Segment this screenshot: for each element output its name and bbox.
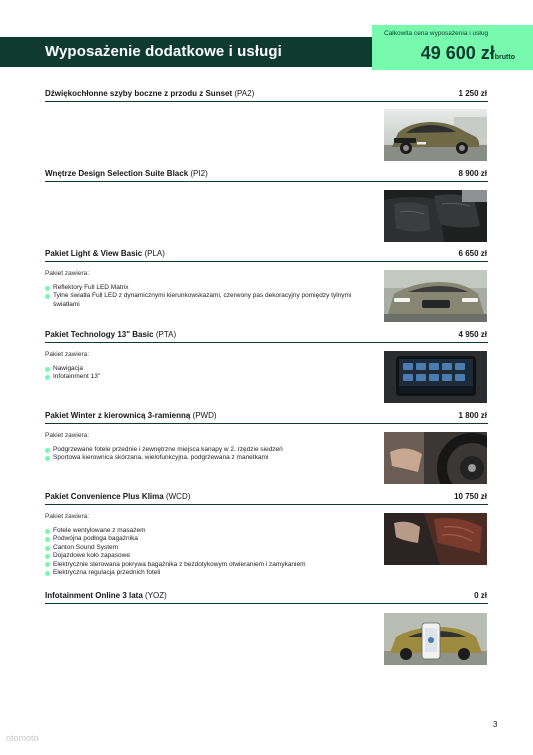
option-code: (PI2)	[190, 169, 208, 178]
feature-list	[45, 365, 375, 382]
option-name: Pakiet Convenience Plus Klima (WCD)	[45, 492, 191, 501]
bullet-icon	[45, 554, 50, 559]
list-item: Elektrycznie sterowana pokrywa bagażnika z bezdotykowym otwieraniem i zamykaniem	[45, 561, 375, 569]
option-code: (WCD)	[165, 492, 191, 501]
option-section-wcd	[45, 492, 488, 577]
option-name: Pakiet Technology 13" Basic (PTA)	[45, 330, 177, 339]
car-exterior-photo	[384, 109, 487, 161]
bullet-icon	[45, 529, 50, 534]
list-item: Reflektory Full LED Matrix	[45, 284, 375, 292]
list-item: Nawigacja	[45, 365, 375, 373]
option-price: 8 900 zł	[458, 169, 487, 178]
option-section-pla	[45, 249, 488, 308]
page-number: 3	[493, 720, 498, 729]
watermark: otomoto	[6, 733, 39, 743]
list-item: Sportowa kierownica skórzana, wielofunkcyjna, podgrzewana z manetkami	[45, 454, 375, 462]
bullet-icon	[45, 571, 50, 576]
list-item: Tylne światła Full LED z dynamicznymi kierunkowskazami, czerwony pas dekoracyjny pomiędzy tylnymi światłami	[45, 292, 375, 309]
option-price: 1 800 zł	[458, 411, 487, 420]
page-title: Wyposażenie dodatkowe i usługi	[45, 43, 282, 60]
option-code: (YOZ)	[145, 591, 167, 600]
option-name: Pakiet Winter z kierownicą 3-ramienną (PWD)	[45, 411, 217, 420]
option-code: (PLA)	[144, 249, 165, 258]
option-code: (PTA)	[155, 330, 177, 339]
bullet-icon	[45, 367, 50, 372]
bullet-icon	[45, 456, 50, 461]
option-section-yoz	[45, 591, 488, 604]
option-section-pa2	[45, 89, 488, 102]
bullet-icon	[45, 546, 50, 551]
option-header	[45, 89, 488, 102]
bullet-icon	[45, 375, 50, 380]
total-price-box	[372, 25, 533, 70]
option-header	[45, 169, 488, 182]
list-item: Podwójna podłoga bagażnika	[45, 535, 375, 543]
feature-list	[45, 446, 375, 463]
feature-list	[45, 284, 375, 309]
option-code: (PWD)	[192, 411, 217, 420]
list-item: Fotele wentylowane z masażem	[45, 527, 375, 535]
list-item: Infotainment 13"	[45, 373, 375, 381]
car-with-phone-photo	[384, 613, 487, 665]
option-header	[45, 249, 488, 262]
option-name: Pakiet Light & View Basic (PLA)	[45, 249, 165, 258]
option-price: 1 250 zł	[458, 89, 487, 98]
option-header	[45, 492, 488, 505]
option-price: 6 650 zł	[458, 249, 487, 258]
bullet-icon	[45, 448, 50, 453]
bullet-icon	[45, 294, 50, 299]
package-contents-label: Pakiet zawiera:	[45, 432, 90, 439]
bullet-icon	[45, 537, 50, 542]
option-section-pwd	[45, 411, 488, 462]
infotainment-screen-photo	[384, 351, 487, 403]
black-interior-photo	[384, 190, 487, 242]
option-name: Infotainment Online 3 lata (YOZ)	[45, 591, 167, 600]
option-name: Wnętrze Design Selection Suite Black (PI2)	[45, 169, 208, 178]
led-headlights-photo	[384, 270, 487, 322]
massage-seat-photo	[384, 513, 487, 565]
package-contents-label: Pakiet zawiera:	[45, 351, 90, 358]
package-contents-label: Pakiet zawiera:	[45, 513, 90, 520]
option-price: 10 750 zł	[454, 492, 487, 501]
list-item: Elektryczna regulacja przednich foteli	[45, 569, 375, 577]
total-price-value	[421, 43, 515, 64]
list-item: Podgrzewane fotele przednie i zewnętrzne miejsca kanapy w 2. rzędzie siedzeń	[45, 446, 375, 454]
package-contents-label: Pakiet zawiera:	[45, 270, 90, 277]
option-header	[45, 411, 488, 424]
bullet-icon	[45, 286, 50, 291]
option-section-pi2	[45, 169, 488, 182]
total-price-amount: 49 600 zł	[420, 43, 495, 63]
option-price: 4 950 zł	[458, 330, 487, 339]
feature-list	[45, 527, 375, 577]
list-item: Dojazdowe koło zapasowe	[45, 552, 375, 560]
option-price: 0 zł	[474, 591, 487, 600]
total-price-caption: Całkowita cena wyposażenia i usług	[384, 30, 489, 37]
option-section-pta	[45, 330, 488, 381]
option-code: (PA2)	[234, 89, 255, 98]
steering-wheel-photo	[384, 432, 487, 484]
bullet-icon	[45, 562, 50, 567]
option-header	[45, 330, 488, 343]
list-item: Canton Sound System	[45, 544, 375, 552]
option-name: Dźwiękochłonne szyby boczne z przodu z Sunset (PA2)	[45, 89, 255, 98]
total-price-suffix: brutto	[494, 54, 515, 61]
option-header	[45, 591, 488, 604]
